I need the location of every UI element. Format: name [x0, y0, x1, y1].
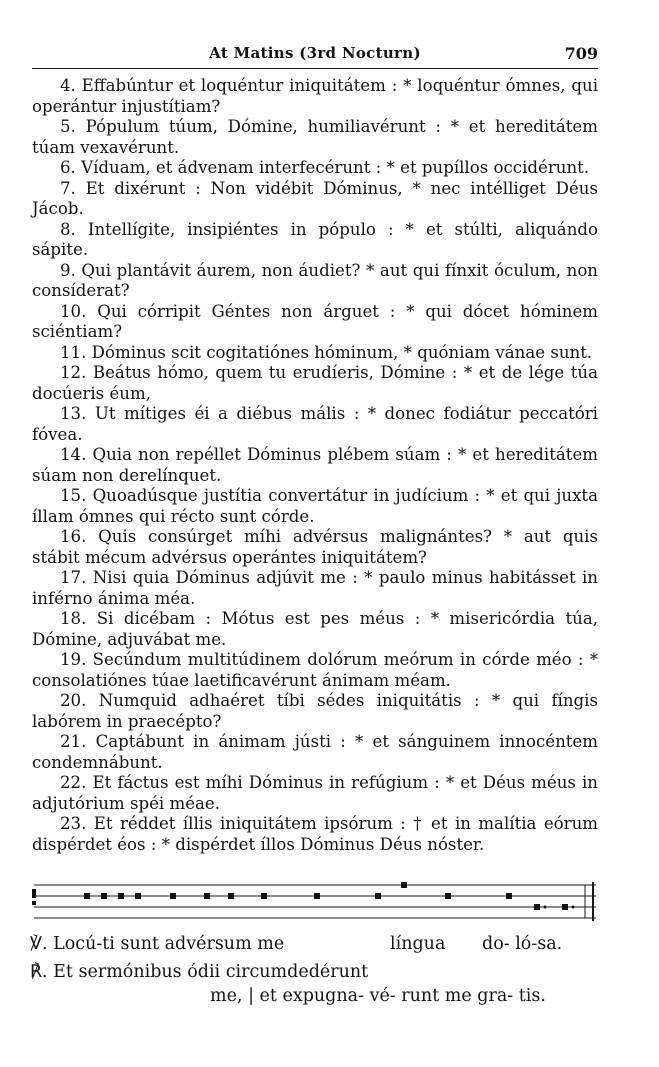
verse-5: 5. Pópulum túum, Dómine, humiliavérunt : * et hereditátem túam vexavérunt.: [32, 117, 598, 157]
bar-lines: [585, 882, 593, 921]
versicle-word-dolosa: do- ló-sa.: [482, 934, 563, 954]
response-text-1: Et sermónibus ódii circumdedérunt: [53, 962, 369, 982]
verse-4: 4. Effabúntur et loquéntur iniquitátem : * loquéntur ómnes, qui operántur injustítiam?: [32, 76, 598, 116]
verse-19: 19. Secúndum multitúdinem dolórum meórum in córde méo : * consolatiónes túae laetificavérunt ánimam méam.: [32, 650, 598, 690]
verse-8: 8. Intellígite, insipiéntes in pópulo : * et stúlti, aliquándo sápite.: [32, 219, 598, 259]
verse-10: 10. Qui córripit Géntes non árguet : * qui dócet hóminem sciéntiam?: [32, 301, 598, 341]
verse-22: 22. Et fáctus est míhi Dóminus in refúgium : * et Déus méus in adjutórium spéi méae.: [32, 773, 598, 813]
running-title: At Matins (3rd Nocturn): [209, 44, 421, 62]
verse-13: 13. Ut mítiges éi a diébus mális : * donec fodiátur peccatóri fóvea.: [32, 404, 598, 444]
verse-17: 17. Nisi quia Dóminus adjúvit me : * paulo minus habitásset in inférno ánima méa.: [32, 568, 598, 608]
verse-7: 7. Et dixérunt : Non vidébit Dóminus, * nec intélliget Déus Jácob.: [32, 178, 598, 218]
verse-14: 14. Quia non repéllet Dóminus plébem súam : * et hereditátem súam non derelínquet.: [32, 445, 598, 485]
verse-20: 20. Numquid adhaéret tíbi sédes iniquitátis : * qui fíngis labórem in praecépto?: [32, 691, 598, 731]
c-clef-icon: [32, 889, 36, 905]
verse-9: 9. Qui plantávit áurem, non áudiet? * aut qui fínxit óculum, non consíderat?: [32, 260, 598, 300]
psalm-verses: [32, 76, 598, 855]
verse-6: 6. Víduam, et ádvenam interfecérunt : * et pupíllos occidérunt.: [60, 158, 590, 177]
verse-16: 16. Quis consúrget míhi advérsus malignántes? * aut quis stábit mécum advérsus operántes iniquitátem?: [32, 527, 598, 567]
chant-staff: [30, 879, 600, 927]
response-text-2: me, | et expugna- vé- runt me gra- tis.: [210, 986, 546, 1006]
versicle-syllables-1: Locú-ti sunt advérsum me: [53, 934, 285, 954]
versicle-line: [30, 934, 284, 954]
header-rule: [32, 68, 598, 69]
response-line: [30, 962, 368, 982]
staff-lines: [34, 885, 596, 918]
verse-21: 21. Captábunt in ánimam jústi : * et sánguinem innocéntem condemnábunt.: [32, 732, 598, 772]
verse-18: 18. Si dicébam : Mótus est pes méus : * misericórdia túa, Dómine, adjuvábat me.: [32, 609, 598, 649]
response-symbol: ℟.: [30, 962, 48, 982]
versicle-symbol: ℣.: [30, 934, 48, 954]
page-number: 709: [564, 44, 598, 63]
verse-23: 23. Et réddet íllis iniquitátem ipsórum : † et in malítia eórum dispérdet éos : * dispérdet íllos Dóminus Déus nóster.: [32, 814, 598, 854]
verse-11: 11. Dóminus scit cogitatiónes hóminum, * quóniam vánae sunt.: [60, 342, 593, 362]
verse-12: 12. Beátus hómo, quem tu erudíeris, Dómine : * et de lége túa docúeris éum,: [32, 363, 598, 403]
verse-15: 15. Quoadúsque justítia convertátur in judícium : * et qui juxta íllam ómnes qui récto sunt córde.: [32, 486, 598, 526]
versicle-word-lingua: língua: [390, 934, 446, 954]
running-header: [32, 44, 598, 66]
